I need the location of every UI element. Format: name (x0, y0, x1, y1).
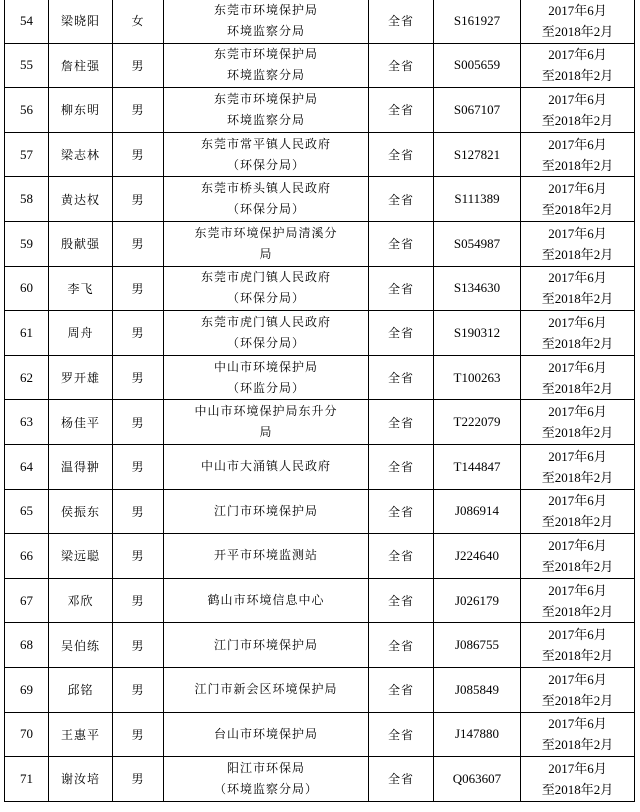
validity-term (521, 88, 635, 133)
validity-term-line: 2017年6月 (548, 627, 607, 643)
certificate-id: Q063607 (434, 757, 521, 802)
validity-term (521, 534, 635, 579)
person-sex: 男 (113, 266, 164, 311)
person-name: 邱铭 (49, 667, 113, 712)
work-unit-line: 中山市环境保护局东升分 (194, 404, 338, 419)
certificate-id: S127821 (434, 132, 521, 177)
table-row (5, 534, 635, 579)
scope: 全省 (369, 88, 434, 133)
person-sex: 男 (113, 355, 164, 400)
validity-term-line: 2017年6月 (548, 493, 607, 509)
scope: 全省 (369, 578, 434, 623)
table-row (5, 221, 635, 266)
person-sex: 男 (113, 444, 164, 489)
work-unit-line: 东莞市桥头镇人民政府 (200, 181, 331, 196)
work-unit-line: 局 (259, 425, 273, 440)
scope: 全省 (369, 311, 434, 356)
row-number: 70 (5, 712, 49, 757)
work-unit (164, 221, 369, 266)
certificate-id: J147880 (434, 712, 521, 757)
validity-term-line: 2017年6月 (548, 359, 607, 375)
work-unit (164, 444, 369, 489)
validity-term-line: 2017年6月 (548, 582, 607, 598)
certificate-id: J085849 (434, 667, 521, 712)
validity-term (521, 43, 635, 88)
person-sex: 女 (113, 0, 164, 43)
certificate-id: S111389 (434, 177, 521, 222)
row-number: 64 (5, 444, 49, 489)
validity-term-line: 至2018年2月 (541, 380, 614, 396)
person-name: 梁志林 (49, 132, 113, 177)
person-sex: 男 (113, 177, 164, 222)
certificate-id: S067107 (434, 88, 521, 133)
validity-term-line: 至2018年2月 (541, 692, 614, 708)
work-unit (164, 43, 369, 88)
validity-term (521, 132, 635, 177)
work-unit (164, 266, 369, 311)
certificate-id: S054987 (434, 221, 521, 266)
row-number: 54 (5, 0, 49, 43)
certificate-id: J086914 (434, 489, 521, 534)
validity-term-line: 至2018年2月 (541, 603, 614, 619)
person-sex: 男 (113, 757, 164, 802)
validity-term (521, 400, 635, 445)
certificate-id: S134630 (434, 266, 521, 311)
work-unit (164, 623, 369, 668)
work-unit (164, 534, 369, 579)
row-number: 67 (5, 578, 49, 623)
validity-term-line: 至2018年2月 (541, 558, 614, 574)
person-name: 谢汝培 (49, 757, 113, 802)
validity-term-line: 2017年6月 (548, 537, 607, 553)
table-row (5, 444, 635, 489)
validity-term (521, 489, 635, 534)
validity-term (521, 623, 635, 668)
certificate-id: T222079 (434, 400, 521, 445)
validity-term-line: 至2018年2月 (541, 469, 614, 485)
work-unit-line: 中山市大涌镇人民政府 (200, 459, 331, 474)
validity-term-line: 至2018年2月 (541, 335, 614, 351)
certificate-id: T100263 (434, 355, 521, 400)
validity-term-line: 2017年6月 (548, 314, 607, 330)
validity-term-line: 至2018年2月 (541, 514, 614, 530)
certificate-id: T144847 (434, 444, 521, 489)
work-unit-line: 开平市环境监测站 (213, 548, 318, 563)
validity-term (521, 712, 635, 757)
person-sex: 男 (113, 623, 164, 668)
person-name: 周舟 (49, 311, 113, 356)
work-unit-line: 江门市新会区环境保护局 (194, 682, 338, 697)
person-name: 邓欣 (49, 578, 113, 623)
validity-term (521, 578, 635, 623)
work-unit (164, 757, 369, 802)
scope: 全省 (369, 623, 434, 668)
validity-term-line: 2017年6月 (548, 404, 607, 420)
row-number: 60 (5, 266, 49, 311)
validity-term-line: 至2018年2月 (541, 246, 614, 262)
validity-term (521, 221, 635, 266)
validity-term-line: 至2018年2月 (541, 202, 614, 218)
person-name: 杨佳平 (49, 400, 113, 445)
row-number: 56 (5, 88, 49, 133)
person-sex: 男 (113, 578, 164, 623)
row-number: 66 (5, 534, 49, 579)
work-unit (164, 578, 369, 623)
work-unit-line: 东莞市环境保护局 (213, 47, 318, 62)
validity-term-line: 2017年6月 (548, 2, 607, 18)
person-name: 罗开雄 (49, 355, 113, 400)
row-number: 63 (5, 400, 49, 445)
work-unit-line: 东莞市环境保护局 (213, 91, 318, 106)
work-unit-line: 江门市环境保护局 (213, 503, 318, 518)
validity-term-line: 至2018年2月 (541, 737, 614, 753)
work-unit-line: 东莞市虎门镇人民政府 (200, 270, 331, 285)
work-unit (164, 177, 369, 222)
person-sex: 男 (113, 88, 164, 133)
table-row (5, 712, 635, 757)
row-number: 59 (5, 221, 49, 266)
table-row (5, 623, 635, 668)
row-number: 68 (5, 623, 49, 668)
work-unit-line: 环境监察分局 (226, 112, 305, 127)
work-unit-line: （环保分局） (226, 202, 305, 217)
work-unit (164, 355, 369, 400)
work-unit (164, 489, 369, 534)
scope: 全省 (369, 355, 434, 400)
work-unit-line: 江门市环境保护局 (213, 637, 318, 652)
validity-term-line: 2017年6月 (548, 91, 607, 107)
validity-term-line: 2017年6月 (548, 270, 607, 286)
table-row (5, 88, 635, 133)
row-number: 62 (5, 355, 49, 400)
scope: 全省 (369, 0, 434, 43)
table-row (5, 177, 635, 222)
row-number: 58 (5, 177, 49, 222)
validity-term-line: 2017年6月 (548, 136, 607, 152)
row-number: 57 (5, 132, 49, 177)
scope: 全省 (369, 667, 434, 712)
work-unit (164, 132, 369, 177)
scope: 全省 (369, 534, 434, 579)
work-unit-line: 台山市环境保护局 (213, 726, 318, 741)
work-unit (164, 712, 369, 757)
certificate-id: J224640 (434, 534, 521, 579)
table-row (5, 489, 635, 534)
validity-term-line: 至2018年2月 (541, 648, 614, 664)
work-unit (164, 400, 369, 445)
work-unit-line: （环境监察分局） (213, 781, 318, 796)
validity-term (521, 311, 635, 356)
personnel-table (4, 0, 635, 802)
person-sex: 男 (113, 400, 164, 445)
person-sex: 男 (113, 221, 164, 266)
personnel-table-body (5, 0, 635, 801)
work-unit-line: （环监分局） (226, 380, 305, 395)
table-row (5, 757, 635, 802)
work-unit-line: 东莞市环境保护局 (213, 2, 318, 17)
validity-term-line: 2017年6月 (548, 448, 607, 464)
row-number: 65 (5, 489, 49, 534)
table-row (5, 266, 635, 311)
scope: 全省 (369, 489, 434, 534)
scope: 全省 (369, 221, 434, 266)
certificate-id: S005659 (434, 43, 521, 88)
work-unit (164, 667, 369, 712)
person-name: 吴伯练 (49, 623, 113, 668)
validity-term-line: 2017年6月 (548, 47, 607, 63)
work-unit-line: 东莞市环境保护局清溪分 (194, 225, 338, 240)
validity-term-line: 2017年6月 (548, 225, 607, 241)
validity-term (521, 266, 635, 311)
row-number: 71 (5, 757, 49, 802)
person-name: 黄达权 (49, 177, 113, 222)
scope: 全省 (369, 444, 434, 489)
validity-term-line: 至2018年2月 (541, 112, 614, 128)
person-name: 王惠平 (49, 712, 113, 757)
table-row (5, 311, 635, 356)
person-name: 梁远聪 (49, 534, 113, 579)
validity-term-line: 至2018年2月 (541, 425, 614, 441)
scope: 全省 (369, 177, 434, 222)
work-unit-line: 环境监察分局 (226, 68, 305, 83)
scope: 全省 (369, 712, 434, 757)
work-unit-line: 局 (259, 246, 273, 261)
validity-term-line: 2017年6月 (548, 760, 607, 776)
row-number: 69 (5, 667, 49, 712)
work-unit-line: （环保分局） (226, 335, 305, 350)
table-row (5, 132, 635, 177)
validity-term-line: 至2018年2月 (541, 157, 614, 173)
validity-term-line: 至2018年2月 (541, 291, 614, 307)
certificate-id: S190312 (434, 311, 521, 356)
validity-term-line: 2017年6月 (548, 716, 607, 732)
certificate-id: J086755 (434, 623, 521, 668)
scope: 全省 (369, 400, 434, 445)
work-unit-line: 阳江市环保局 (226, 760, 305, 775)
validity-term (521, 667, 635, 712)
scope: 全省 (369, 43, 434, 88)
validity-term-line: 2017年6月 (548, 671, 607, 687)
validity-term-line: 至2018年2月 (541, 23, 614, 39)
work-unit-line: 东莞市常平镇人民政府 (200, 136, 331, 151)
table-row (5, 43, 635, 88)
person-name: 殷献强 (49, 221, 113, 266)
certificate-id: S161927 (434, 0, 521, 43)
scope: 全省 (369, 266, 434, 311)
table-row (5, 667, 635, 712)
person-sex: 男 (113, 712, 164, 757)
table-row (5, 400, 635, 445)
person-sex: 男 (113, 667, 164, 712)
scope: 全省 (369, 132, 434, 177)
work-unit (164, 0, 369, 43)
validity-term (521, 355, 635, 400)
row-number: 55 (5, 43, 49, 88)
person-name: 温得翀 (49, 444, 113, 489)
person-name: 梁晓阳 (49, 0, 113, 43)
table-row (5, 0, 635, 43)
person-sex: 男 (113, 132, 164, 177)
table-row (5, 355, 635, 400)
validity-term (521, 444, 635, 489)
person-sex: 男 (113, 43, 164, 88)
person-sex: 男 (113, 534, 164, 579)
validity-term-line: 2017年6月 (548, 181, 607, 197)
person-sex: 男 (113, 489, 164, 534)
validity-term (521, 757, 635, 802)
person-sex: 男 (113, 311, 164, 356)
person-name: 李飞 (49, 266, 113, 311)
work-unit-line: 环境监察分局 (226, 23, 305, 38)
work-unit (164, 88, 369, 133)
table-row (5, 578, 635, 623)
validity-term (521, 0, 635, 43)
person-name: 侯振东 (49, 489, 113, 534)
work-unit (164, 311, 369, 356)
work-unit-line: （环保分局） (226, 291, 305, 306)
work-unit-line: 鹤山市环境信息中心 (207, 593, 325, 608)
person-name: 柳东明 (49, 88, 113, 133)
validity-term (521, 177, 635, 222)
validity-term-line: 至2018年2月 (541, 781, 614, 797)
row-number: 61 (5, 311, 49, 356)
work-unit-line: （环保分局） (226, 157, 305, 172)
scope: 全省 (369, 757, 434, 802)
person-name: 詹柱强 (49, 43, 113, 88)
work-unit-line: 中山市环境保护局 (213, 359, 318, 374)
validity-term-line: 至2018年2月 (541, 68, 614, 84)
certificate-id: J026179 (434, 578, 521, 623)
work-unit-line: 东莞市虎门镇人民政府 (200, 314, 331, 329)
